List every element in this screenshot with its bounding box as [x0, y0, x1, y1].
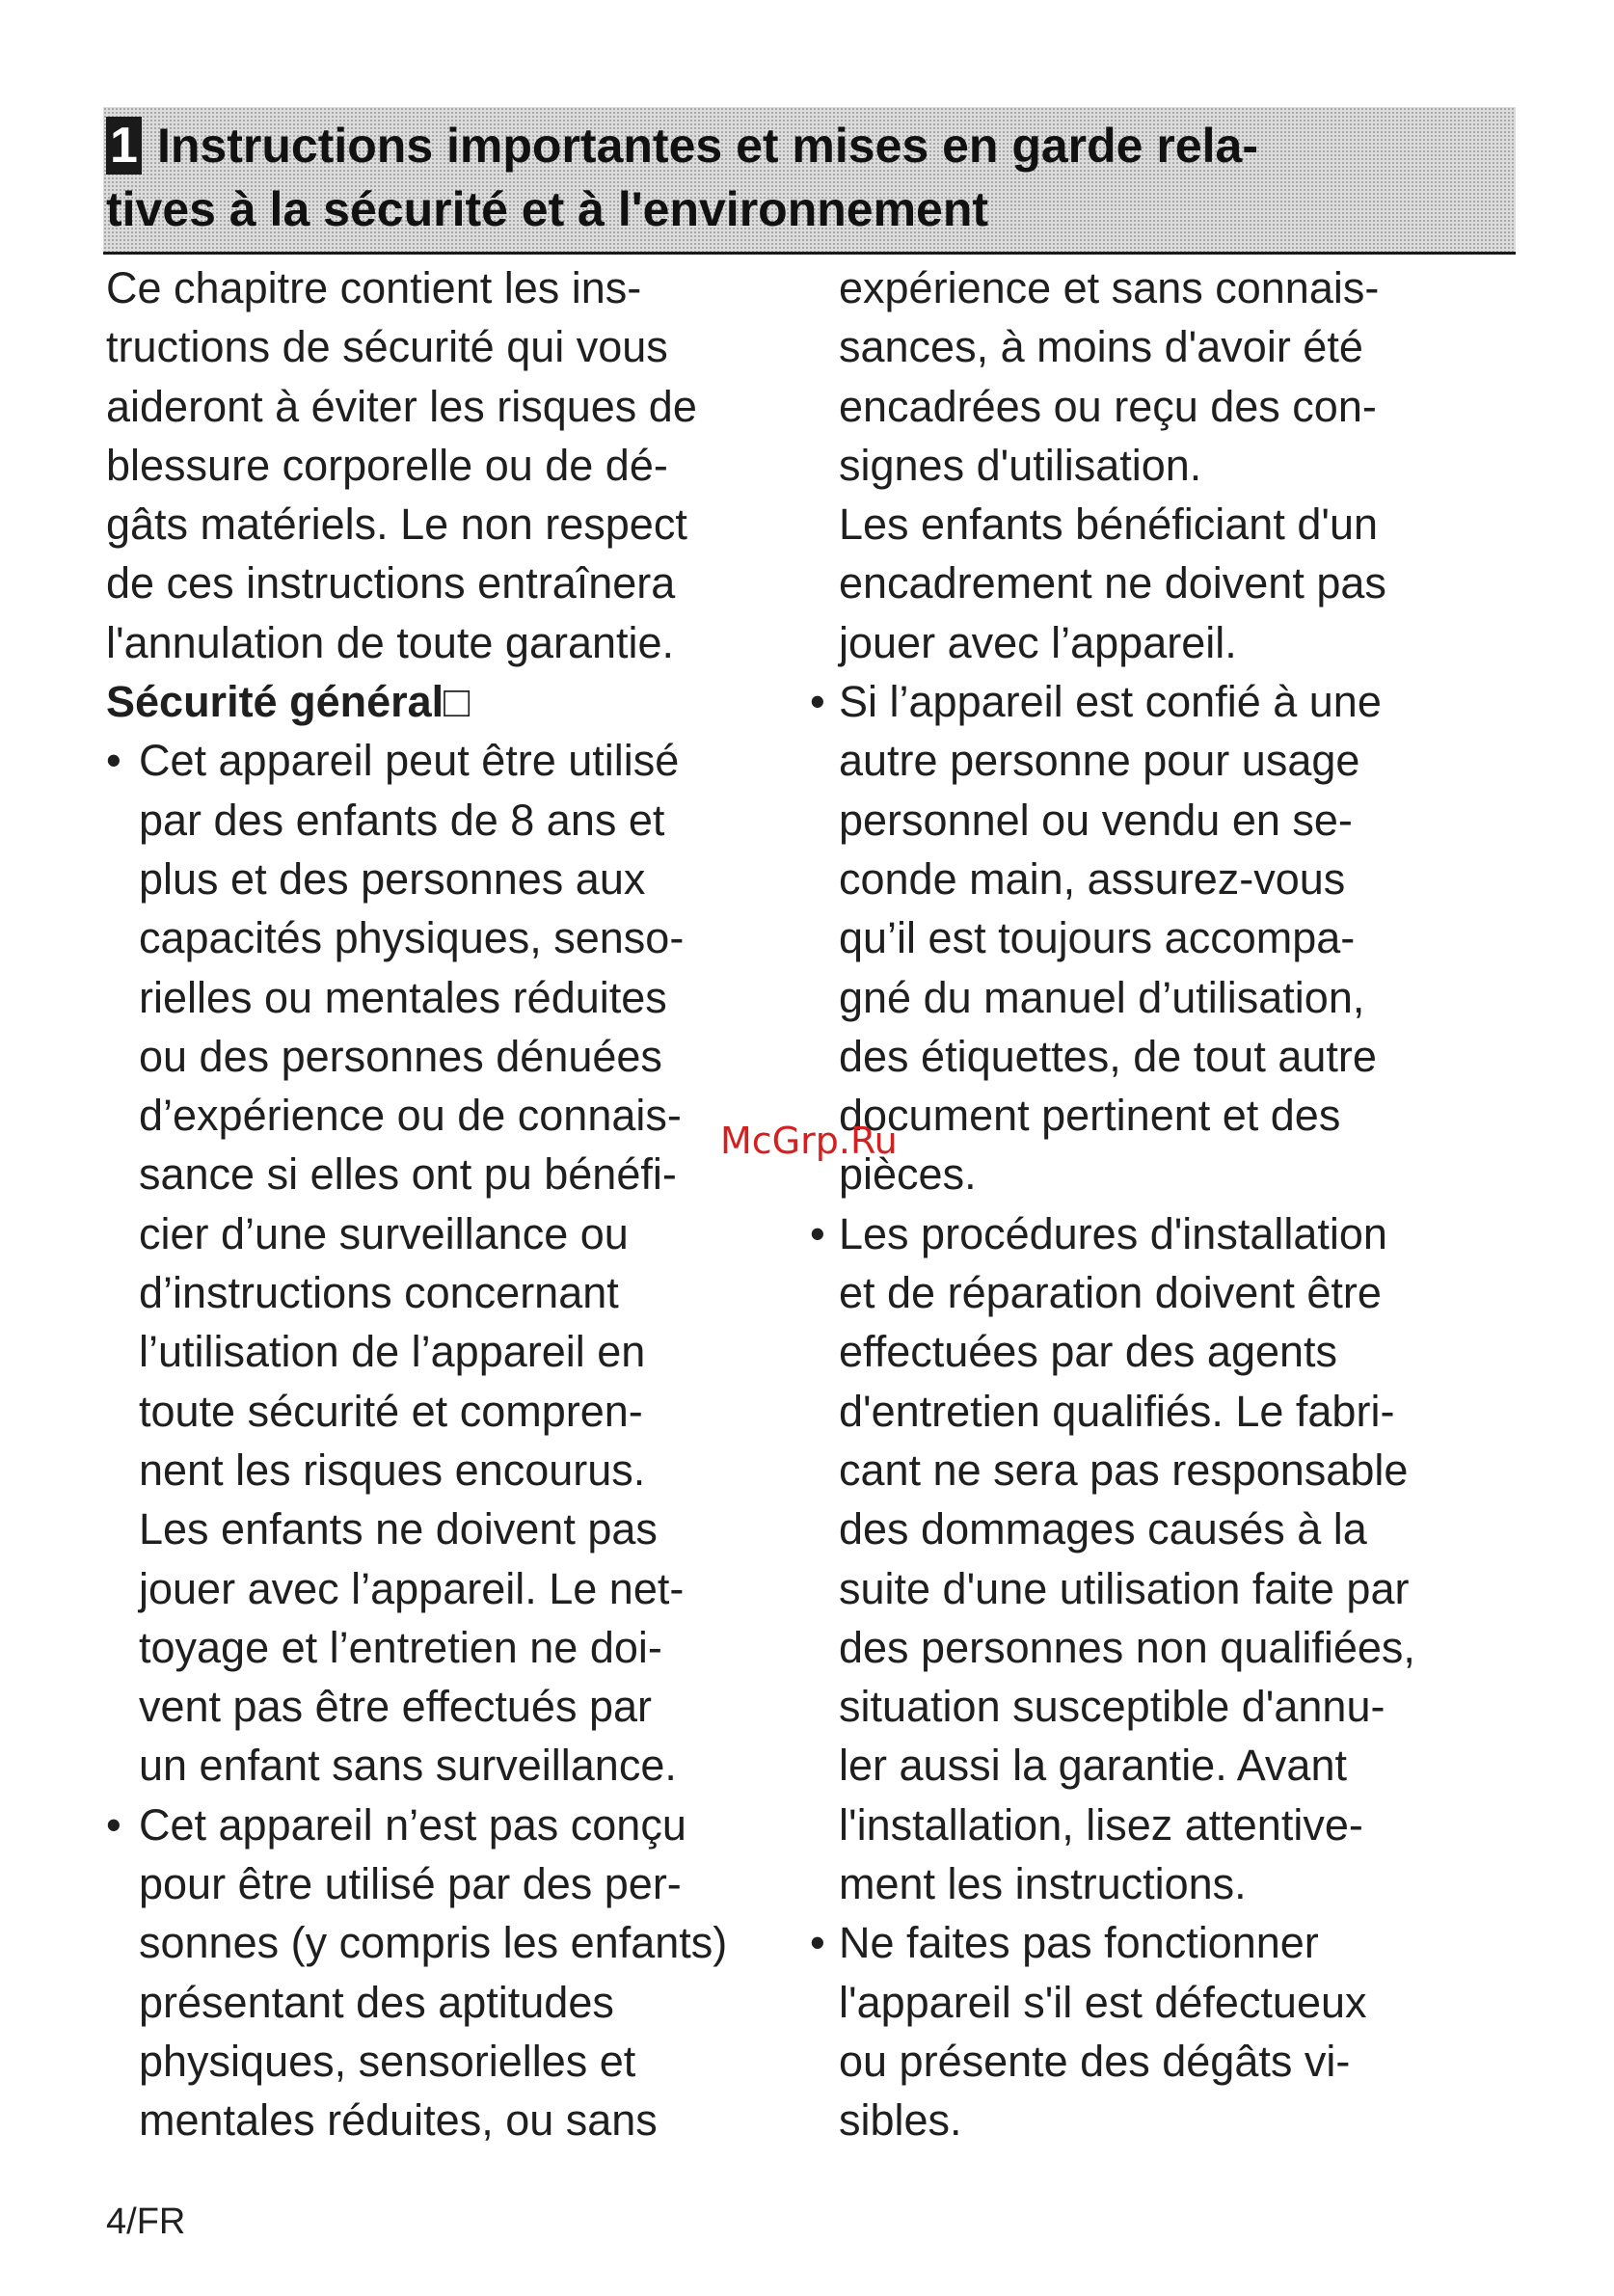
text-line: rielles ou mentales réduites	[139, 972, 667, 1022]
text-line: effectuées par des agents	[839, 1327, 1338, 1377]
watermark: McGrp.Ru	[720, 1120, 898, 1162]
text-line: toyage et l’entretien ne doi-	[139, 1622, 662, 1672]
chapter-title-line-2: tives à la sécurité et à l'environnement	[106, 182, 989, 236]
text-line: blessure corporelle ou de dé-	[106, 440, 668, 490]
bullet-item-5	[810, 1913, 1533, 2149]
text-line: conde main, assurez-vous	[839, 853, 1346, 904]
text-line: Les enfants bénéficiant d'un	[839, 500, 1379, 550]
bullet-icon: •	[810, 1208, 825, 1258]
text-line: encadrement ne doivent pas	[839, 558, 1386, 608]
section-subheading: Sécurité général□	[106, 677, 471, 727]
text-line: suite d'une utilisation faite par	[839, 1563, 1410, 1613]
bullet-icon: •	[810, 1918, 825, 1968]
text-line: plus et des personnes aux	[139, 853, 646, 904]
text-line: d’expérience ou de connais-	[139, 1091, 682, 1141]
chapter-number-badge: 1	[106, 117, 142, 175]
text-line: l'appareil s'il est défectueux	[839, 1977, 1367, 2027]
right-column	[810, 258, 1533, 2150]
text-line: personnel ou vendu en se-	[839, 795, 1353, 845]
text-line: ou présente des dégâts vi-	[839, 2036, 1351, 2086]
text-line: ler aussi la garantie. Avant	[839, 1741, 1347, 1791]
left-column	[106, 258, 810, 2150]
text-line: signes d'utilisation.	[839, 440, 1202, 490]
text-line: cier d’une surveillance ou	[139, 1208, 629, 1258]
text-line: • Ne faites pas fonctionner	[839, 1913, 1533, 1972]
text-line: • Les procédures d'installation	[839, 1204, 1533, 1263]
text-line: encadrées ou reçu des con-	[839, 381, 1377, 431]
text-line: des dommages causés à la	[839, 1504, 1367, 1554]
text-line: aideront à éviter les risques de	[106, 381, 697, 431]
text-line: l'annulation de toute garantie.	[106, 617, 675, 667]
text-line: physiques, sensorielles et	[139, 2036, 636, 2086]
text-line: sonnes (y compris les enfants)	[139, 1918, 728, 1968]
continuation-paragraph	[839, 258, 1533, 672]
text-line: de ces instructions entraînera	[106, 558, 676, 608]
text-line: sances, à moins d'avoir été	[839, 322, 1363, 372]
bullet-icon: •	[106, 1799, 121, 1850]
bullet-icon: •	[106, 736, 121, 786]
chapter-header	[103, 107, 1516, 255]
page-number: 4/FR	[106, 2201, 186, 2242]
text-line: Ce chapitre contient les ins-	[106, 263, 642, 312]
text-line: jouer avec l’appareil. Le net-	[139, 1563, 685, 1613]
text-line: pièces.	[839, 1149, 977, 1200]
text-line: d'entretien qualifiés. Le fabri-	[839, 1386, 1395, 1436]
text-line: qu’il est toujours accompa-	[839, 913, 1356, 963]
text-line: situation susceptible d'annu-	[839, 1682, 1385, 1732]
text-line: et de réparation doivent être	[839, 1268, 1382, 1318]
text-line: expérience et sans connais-	[839, 263, 1380, 312]
text-line: sibles.	[839, 2095, 962, 2146]
text-line: vent pas être effectués par	[139, 1682, 653, 1732]
text-line: un enfant sans surveillance.	[139, 1741, 677, 1791]
text-line: jouer avec l’appareil.	[839, 617, 1237, 667]
text-line: mentales réduites, ou sans	[139, 2095, 658, 2146]
bullet-item-2	[106, 1796, 810, 2150]
text-line: • Cet appareil peut être utilisé	[106, 731, 810, 790]
chapter-title-line-1: Instructions importantes et mises en garde rela-	[157, 119, 1258, 173]
text-line: pour être utilisé par des per-	[139, 1859, 682, 1909]
bullet-item-4	[810, 1204, 1533, 1914]
text-line: tructions de sécurité qui vous	[106, 322, 668, 372]
text-line: • Cet appareil n’est pas conçu	[106, 1796, 810, 1854]
text-line: l'installation, lisez attentive-	[839, 1799, 1363, 1850]
intro-paragraph	[106, 258, 810, 672]
text-line: cant ne sera pas responsable	[839, 1445, 1409, 1495]
text-line: capacités physiques, senso-	[139, 913, 685, 963]
text-line: l’utilisation de l’appareil en	[139, 1327, 646, 1377]
text-line: nent les risques encourus.	[139, 1445, 646, 1495]
text-line: autre personne pour usage	[839, 736, 1360, 786]
text-line: gné du manuel d’utilisation,	[839, 972, 1365, 1022]
text-line: des personnes non qualifiées,	[839, 1622, 1415, 1672]
text-line: sance si elles ont pu bénéfi-	[139, 1149, 677, 1200]
text-line: Les enfants ne doivent pas	[139, 1504, 658, 1554]
bullet-item-1	[106, 731, 810, 1795]
bullet-item-3	[810, 672, 1533, 1204]
text-line: ment les instructions.	[839, 1859, 1247, 1909]
text-line: gâts matériels. Le non respect	[106, 500, 687, 550]
text-line: présentant des aptitudes	[139, 1977, 614, 2027]
text-line: ou des personnes dénuées	[139, 1031, 662, 1081]
bullet-icon: •	[810, 677, 825, 727]
text-line: toute sécurité et compren-	[139, 1386, 643, 1436]
text-line: par des enfants de 8 ans et	[139, 795, 665, 845]
text-line: • Si l’appareil est confié à une	[839, 672, 1533, 731]
text-line: document pertinent et des	[839, 1091, 1341, 1141]
text-line: des étiquettes, de tout autre	[839, 1031, 1377, 1081]
text-line: d’instructions concernant	[139, 1268, 619, 1318]
